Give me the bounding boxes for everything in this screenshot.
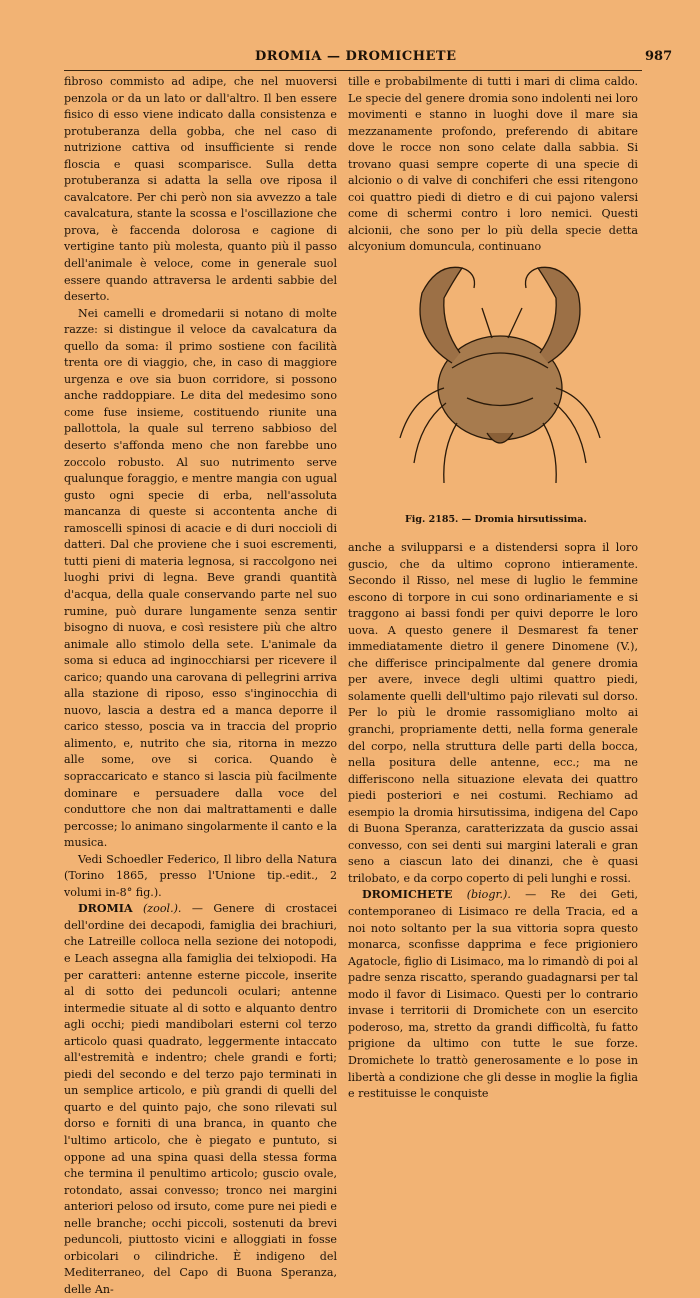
running-header-title: DROMIA — DROMICHETE <box>255 49 457 64</box>
page-number: 987 <box>645 49 673 64</box>
right-column-top <box>348 74 638 256</box>
crab-illustration <box>382 238 618 506</box>
left-column <box>64 74 337 1298</box>
entry-term-dromia: DROMIA <box>78 902 133 916</box>
paragraph-dromia-continued: tille e probabilmente di tutti i mari di clima caldo. Le specie del genere dromia sono indolenti nei loro movimenti e stanno in luoghi dove il mare sia mezzanamente profondo, preferendo di abitare dove le rocce non sono celate dalla sabbia. Si trovano quasi sempre coperte di una specie di alcionio o di valve di conchiferi che essi ritengono coi quattro piedi di dietro e di cui pajono valersi come di schermi contro i loro nemici. Questi alcionii, che sono per lo più della specie detta alcyonium domuncula, continuano <box>348 75 638 254</box>
entry-text-dromichete: — Re dei Geti, contemporaneo di Lisimaco re della Tracia, ed a noi noto soltanto per la sua vittoria sopra questo monarca, sconfisse dapprima e fece prigioniero Agatocle, figlio di Lisimaco, ma lo rimandò di poi al padre senza riscatto, sperando guadagnarsi per tal modo il favor di Lisimaco. Questi per lo contrario invase i territorii di Dromichete con un esercito poderoso, ma, stretto da grandi difficoltà, fu fatto prigione da ultimo con tutte le sue forze. Dromichete lo trattò generosamente e lo pose in libertà a condizione che gli desse in moglie la figlia e restituisse le conquiste <box>348 888 639 1101</box>
paragraph-razze: Nei camelli e dromedarii si notano di molte razze: si distingue il veloce da cavalcatura da quello da soma: il primo sostiene con facilità trenta ore di viaggio, che, in caso di maggiore urgenza e ove sia buon corridore, si possono anche raddoppiare. Le dita del medesimo sono come fuse insieme, costituendo riunite una pallottola, la quale sul terreno sabbioso del deserto s'affonda meno che non farebbe uno zoccolo robusto. Al suo nutrimento serve qualunque foraggio, e mentre mangia con ugual gusto ogni specie di erba, nell'assoluta mancanza di queste si accontenta anche di ramoscelli spinosi di acacie e di duri noccioli di datteri. Dal che proviene che i suoi escrementi, tutti pieni di materia legnosa, si raccolgono nei luoghi privi di legna. Beve grandi quantità d'acqua, della quale conservando parte nel suo rumine, può durare lungamente senza sentir bisogno di nuova, e così resistere più che altro animale allo stimolo della sete. L'animale da soma si educa ad inginocchiarsi per ricevere il carico; quando una carovana di pellegrini arriva alla stazione di riposo, esso s'inginocchia di nuovo, lascia a destra ed a manca deporre il carico stesso, poscia va in traccia del proprio alimento, e, nutrito che sia, ritorna in mezzo alle some, ove si corica. Quando è sopraccaricato e stanco si lascia più facilmente dominare e persuadere dalla voce del conduttore che non dai maltrattamenti e dalle percosse; lo animano singolarmente il canto e la musica. <box>64 306 337 850</box>
entry-tag-dromia: (zool.). <box>142 902 182 916</box>
entry-tag-dromichete: (biogr.). <box>466 888 511 902</box>
entry-text-dromia: — Genere di crostacei dell'ordine dei decapodi, famiglia dei brachiuri, che Latreille colloca nella sezione dei notopodi, e Leach assegna alla famiglia dei telxiopodi. Ha per caratteri: antenne esterne piccole, inserite al di sotto dei peduncoli oculari; antenne intermedie situate al di sotto e alquanto dentro agli occhi; piedi mandibolari esterni col terzo articolo quasi quadrato, leggermente intaccato all'estremità e indentro; chele grandi e forti; piedi del secondo e del terzo pajo terminati in un semplice articolo, e più grandi di quelli del quarto e del quinto pajo, che sono rilevati sul dorso e forniti di una branca, in quanto che l'ultimo articolo, che è piegato e puntuto, si oppone ad una spina quasi della stessa forma che termina il penultimo articolo; guscio ovale, rotondato, assai convesso; tronco nei margini anteriori peloso od irsuto, come pure nei piedi e nelle branche; occhi piccoli, sostenuti da brevi peduncoli, piuttosto vicini e alloggiati in fosse orbicolari o cilindriche. È indigeno del Mediterraneo, del Capo di Buona Speranza, delle An- <box>64 902 338 1296</box>
entry-dromia <box>64 901 337 1298</box>
header-rule <box>64 70 642 71</box>
entry-term-dromichete: DROMICHETE <box>362 888 453 902</box>
paragraph-reference: Vedi Schoedler Federico, Il libro della Natura (Torino 1865, presso l'Unione tip.-edit., 2 volumi in-8° fig.). <box>64 852 337 899</box>
entry-dromichete <box>348 887 638 1102</box>
figure-caption: Fig. 2185. — Dromia hirsutissima. <box>405 514 587 525</box>
paragraph-gobba: fibroso commisto ad adipe, che nel muoversi penzola or da un lato or dall'altro. Il ben essere fisico di esso viene indicato dalla consistenza e protuberanza della gobba, che nel caso di nutrizione cattiva od insufficiente si rende floscia e quasi scomparisce. Sulla detta protuberanza si adatta la sella ove riposa il cavalcatore. Per chi però non sia avvezzo a tale cavalcatura, stante la scossa e l'oscillazione che prova, è faccenda dolorosa e cagione di vertigine tanto più molesta, quanto più il passo dell'animale è veloce, come in generale suol essere quando attraversa le ardenti sabbie del deserto. <box>64 75 337 304</box>
right-column-bottom <box>348 540 638 1103</box>
paragraph-risso: anche a svilupparsi e a distendersi sopra il loro guscio, che da ultimo coprono intieramente. Secondo il Risso, nel mese di luglio le femmine escono di torpore in cui sono ordinariamente e si traggono ai bassi fondi per quivi deporre le loro uova. A questo genere il Desmarest fa tener immediatamente dietro il genere Dinomene (V.), che differisce principalmente dal genere dromia per avere, invece degli ultimi quattro piedi, solamente quelli dell'ultimo pajo rilevati sul dorso. Per lo più le dromie rassomigliano molto ai granchi, propriamente detti, nella forma generale del corpo, nella struttura delle parti della bocca, nella positura delle antenne, ecc.; ma ne differiscono nella situazione elevata dei quattro piedi posteriori e nei costumi. Rechiamo ad esempio la dromia hirsutissima, indigena del Capo di Buona Speranza, caratterizzata da guscio assai convesso, con sei denti sui margini laterali e gran seno a ciascun lato dei dinanzi, che è quasi trilobato, e da corpo coperto di peli lunghi e rossi. <box>348 541 638 885</box>
